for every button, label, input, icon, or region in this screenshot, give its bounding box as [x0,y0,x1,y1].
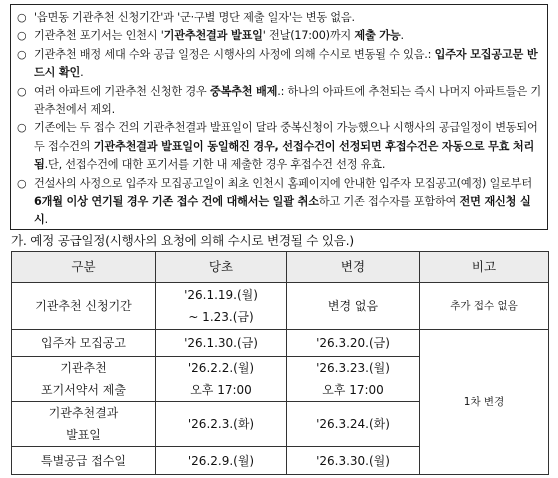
notice-emphasis: 전면 재신청 실시 [34,195,531,227]
notice-emphasis: 제출 가능 [354,29,401,43]
notice-list [17,9,541,230]
notice-text: 건설사의 사정으로 입주자 모집공고일이 최초 인천시 홈페이지에 안내한 입주자 모집공고(예정) 일로부터 [34,176,532,190]
row-changed [287,357,420,402]
header-remark: 비고 [420,252,549,283]
notice-text: . [80,66,84,80]
changed-time: 오후 17:00 [322,383,384,397]
header-category: 구분 [12,252,156,283]
notice-box [10,4,548,230]
table-header-row [12,252,549,283]
notice-text: .: 하나의 아파트에 추천되는 즉시 나머지 아파트들은 기관추천에서 제외. [34,84,542,117]
notice-text: . [400,29,404,43]
row-original: '26.1.30.(금) [156,330,287,357]
schedule-table [11,251,549,475]
row-label [12,357,156,402]
row-label-line1: 기관추천 [60,361,107,375]
notice-text: 기관추천 배정 세대 수와 공급 일정은 시행사의 사정에 의해 수시로 변동될 수 있음.: [34,47,435,61]
section-title: 가. 예정 공급일정(시행사의 요청에 의해 수시로 변경될 수 있음.) [11,233,354,248]
row-label-line2: 포기서약서 제출 [41,383,126,397]
table-row [12,330,549,357]
notice-emphasis: 중복추천 배제 [209,84,278,98]
row-remark: 1차 변경 [420,330,549,475]
original-date: '26.2.2.(월) [187,361,255,375]
row-label: 기관추천 신청기간 [12,283,156,330]
header-original: 당초 [156,252,287,283]
notice-item [17,9,541,27]
row-remark: 추가 접수 없음 [420,283,549,330]
row-original [156,283,287,330]
notice-text: ' 전날(17:00)까지 [262,29,355,43]
notice-emphasis: 입주자 모집공고문 반드시 확인 [34,47,538,80]
circle-bullet-icon: ○ [17,121,27,135]
row-changed: '26.3.30.(월) [287,447,420,475]
circle-bullet-icon: ○ [17,29,27,43]
row-changed: '26.3.24.(화) [287,402,420,447]
original-time: 오후 17:00 [190,383,252,397]
circle-bullet-icon: ○ [17,176,27,190]
row-original: '26.2.9.(월) [156,447,287,475]
row-changed: 변경 없음 [287,283,420,330]
row-original: '26.2.3.(화) [156,402,287,447]
original-date-end: ~ 1.23.(금) [188,310,254,324]
notice-item [17,175,541,230]
row-label: 입주자 모집공고 [12,330,156,357]
notice-emphasis: 기관추천결과 발표일 [163,29,263,43]
changed-date: '26.3.23.(월) [316,361,390,375]
notice-item [17,46,541,83]
row-label [12,402,156,447]
original-date-start: '26.1.19.(월) [184,288,258,302]
row-label: 특별공급 접수일 [12,447,156,475]
notice-text: 여러 아파트에 기관추천 신청한 경우 [34,84,210,98]
row-changed: '26.3.20.(금) [287,330,420,357]
row-original [156,357,287,402]
notice-text: 기존에는 두 접수 건의 기관추천결과 발표일이 달라 중복신청이 가능했으나 시행사의 공급일정이 변동되어 두 접수건의 [34,121,538,153]
notice-text: .단, 선접수건에 대한 포기서를 기한 내 제출한 경우 후접수건 선정 유효. [44,158,386,172]
notice-emphasis: 6개월 이상 연기될 경우 기존 접수 건에 대해서는 일괄 취소 [34,195,319,209]
header-changed: 변경 [287,252,420,283]
table-row [12,283,549,330]
row-label-line2: 발표일 [66,428,101,442]
circle-bullet-icon: ○ [17,11,27,24]
notice-emphasis: 기관추천결과 발표일이 동일해진 경우, 선접수건이 선정되면 후접수건은 자동으로 무효 처리됨 [34,139,535,172]
circle-bullet-icon: ○ [17,47,27,61]
notice-text: '읍면동 기관추천 신청기간'과 '군·구별 명단 제출 일자'는 변동 없음. [34,11,355,24]
row-label-line1: 기관추천결과 [48,406,119,420]
notice-item [17,119,541,174]
notice-item [17,27,541,45]
circle-bullet-icon: ○ [17,84,27,98]
notice-text: 기관추천 포기서는 인천시 ' [34,29,164,43]
notice-text: 하고 기존 접수자를 포함하여 [318,195,460,209]
notice-item [17,83,541,120]
notice-text: . [44,213,48,227]
